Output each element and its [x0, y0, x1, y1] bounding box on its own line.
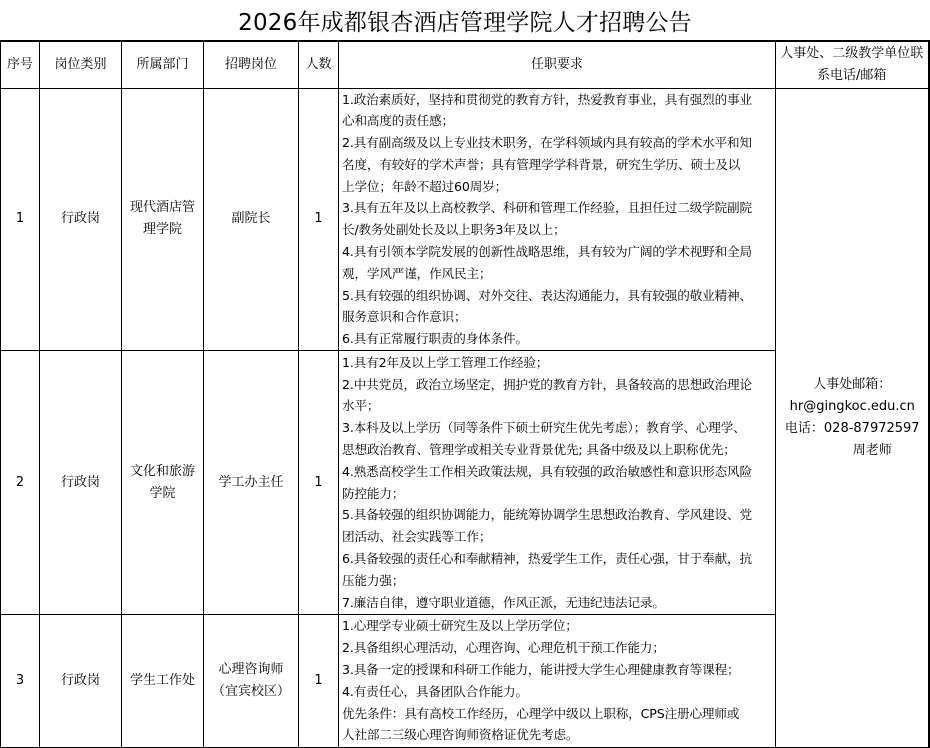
contact-label: 人事处邮箱： — [813, 376, 892, 392]
cell-seq: 1 — [1, 88, 40, 351]
cell-requirements — [339, 615, 776, 748]
requirement-line: 6.具有正常履行职责的身体条件。 — [342, 331, 528, 347]
requirement-line: 心和高度的责任感； — [342, 113, 454, 129]
cell-department — [122, 615, 204, 748]
requirement-line: 3.本科及以上学历（同等条件下硕士研究生优先考虑）；教育学、心理学、 — [342, 420, 746, 436]
requirement-line: 防控能力； — [342, 485, 405, 501]
department-line: 现代酒店管 — [129, 200, 195, 216]
requirement-line: 名度，有较好的学术声誉；具有管理学学科背景，研究生学历、硕士及以 — [342, 156, 741, 172]
requirement-line: 4.具有引领本学院发展的创新性战略思维，具有较为广阔的学术视野和全局 — [342, 244, 752, 260]
cell-requirements — [339, 88, 776, 351]
header-category: 岗位类别 — [40, 41, 122, 88]
requirement-line: 水平； — [342, 398, 380, 414]
requirement-line: 2.中共党员，政治立场坚定，拥护党的教育方针，具备较高的思想政治理论 — [342, 376, 752, 392]
header-requirements: 任职要求 — [339, 41, 776, 88]
position-line: （宜宾校区） — [211, 683, 290, 699]
requirement-line: 团活动、社会实践等工作； — [342, 529, 492, 545]
department-line: 学生工作处 — [129, 672, 195, 688]
requirement-line: 1.政治素质好，坚持和贯彻党的教育方针，热爱教育事业，具有强烈的事业 — [342, 91, 752, 107]
cell-count: 1 — [299, 88, 339, 351]
requirement-line: 服务意识和合作意识； — [342, 309, 467, 325]
requirement-line: 3.具备一定的授课和科研工作能力，能讲授大学生心理健康教育等课程； — [342, 662, 740, 678]
header-seq: 序号 — [1, 41, 40, 88]
cell-category: 行政岗 — [40, 88, 122, 351]
requirement-line: 1.具有2年及以上学工管理工作经验； — [342, 354, 549, 370]
requirement-line: 5.具有较强的组织协调、对外交往、表达沟通能力，具有较强的敬业精神、 — [342, 287, 752, 303]
requirement-line: 2.具备组织心理活动，心理咨询、心理危机干预工作能力； — [342, 640, 665, 656]
recruitment-table — [0, 40, 930, 748]
cell-category: 行政岗 — [40, 615, 122, 748]
cell-department — [122, 351, 204, 615]
cell-requirements — [339, 351, 776, 615]
requirement-line: 5.具备较强的组织协调能力，能统筹协调学生思想政治教育、学风建设、党 — [342, 507, 752, 523]
position-line: 心理咨询师 — [218, 661, 284, 677]
department-line: 理学院 — [142, 222, 182, 238]
requirement-line: 4.有责任心，具备团队合作能力。 — [342, 683, 528, 699]
requirement-line: 2.具有副高级及以上专业技术职务，在学科领域内具有较高的学术水平和知 — [342, 135, 752, 151]
header-count: 人数 — [299, 41, 339, 88]
cell-position — [204, 351, 299, 615]
requirement-line: 7.廉洁自律，遵守职业道德，作风正派，无违纪违法记录。 — [342, 594, 665, 610]
requirement-line: 1.心理学专业硕士研究生及以上学历学位； — [342, 618, 578, 634]
requirement-line: 优先条件：具有高校工作经历，心理学中级以上职称，CPS注册心理师或 — [342, 705, 740, 721]
requirement-line: 思想政治教育、管理学或相关专业背景优先; 具备中级及以上职称优先； — [342, 441, 736, 457]
cell-count: 1 — [299, 615, 339, 748]
contact-phone: 电话：028-87972597 — [784, 420, 920, 436]
requirement-line: 人社部二三级心理咨询师资格证优先考虑。 — [342, 727, 579, 743]
requirement-line: 6.具备较强的责任心和奉献精神，热爱学生工作，责任心强，甘于奉献，抗 — [342, 550, 752, 566]
contact-email[interactable]: hr@gingkoc.edu.cn — [789, 398, 915, 414]
cell-category: 行政岗 — [40, 351, 122, 615]
requirement-line: 压能力强； — [342, 572, 405, 588]
cell-seq: 2 — [1, 351, 40, 615]
table-row — [1, 88, 929, 351]
contact-person: 周老师 — [852, 442, 892, 458]
department-line: 学院 — [149, 485, 176, 501]
requirement-line: 长/教务处副处长及以上职务3年及以上； — [342, 222, 566, 238]
header-contact: 人事处、二级教学单位联系电话/邮箱 — [776, 41, 929, 88]
requirement-line: 上学位；年龄不超过60周岁； — [342, 178, 508, 194]
cell-position — [204, 615, 299, 748]
header-position: 招聘岗位 — [204, 41, 299, 88]
cell-position — [204, 88, 299, 351]
cell-contact — [776, 88, 929, 748]
requirement-line: 3.具有五年及以上高校教学、科研和管理工作经验，且担任过二级学院副院 — [342, 200, 752, 216]
cell-seq: 3 — [1, 615, 40, 748]
cell-department — [122, 88, 204, 351]
position-line: 学工办主任 — [218, 474, 284, 490]
requirement-line: 观，学风严谨，作风民主； — [342, 265, 492, 281]
header-department: 所属部门 — [122, 41, 204, 88]
cell-count: 1 — [299, 351, 339, 615]
requirement-line: 4.熟悉高校学生工作相关政策法规，具有较强的政治敏感性和意识形态风险 — [342, 463, 752, 479]
position-line: 副院长 — [231, 211, 271, 227]
table-header-row — [1, 41, 929, 88]
page-title: 2026年成都银杏酒店管理学院人才招聘公告 — [238, 9, 692, 36]
department-line: 文化和旅游 — [129, 463, 195, 479]
